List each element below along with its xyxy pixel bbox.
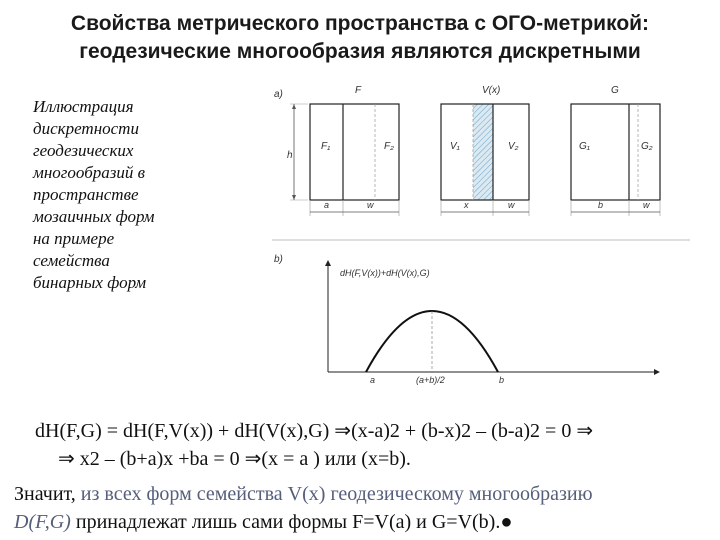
shape-F-right: F₂ (384, 141, 394, 152)
shape-G-right: G₂ (641, 141, 653, 152)
x-tick-b: b (499, 375, 505, 385)
x-tick-a: a (370, 375, 376, 385)
caption-line: геодезических (33, 141, 134, 160)
title-line-1: Свойства метрического пространства с ОГО-метрикой: (70, 12, 650, 35)
formula-line-2: ⇒ x2 – (b+a)x +ba = 0 ⇒(x = a ) или (x=b). (58, 448, 411, 470)
caption-line: дискретности (33, 119, 139, 138)
caption-line: пространстве (33, 185, 139, 204)
shape-G-name: G (611, 85, 619, 96)
conclusion-manifold: D(F,G) (14, 511, 71, 533)
caption-line: семейства (33, 251, 110, 270)
shape-V-name: V(x) (482, 85, 501, 96)
dim-a-label: a (324, 200, 330, 210)
shape-V-right: V₂ (508, 141, 519, 152)
dim-x-label: x (464, 200, 469, 210)
panel-b-label: b) (274, 254, 283, 265)
dim-w-label: w (367, 200, 374, 210)
shape-V-left: V₁ (450, 141, 460, 152)
shape-F (310, 85, 399, 216)
title-line-2: геодезические многообразия являются дискретными (79, 40, 641, 63)
shape-G-left: G₁ (579, 141, 590, 152)
conclusion-paragraph (14, 480, 714, 536)
shape-G (571, 85, 660, 216)
x-tick-mid: (a+b)/2 (416, 375, 445, 385)
conclusion-family: из всех форм семейства V(x) геодезическому многообразию (80, 483, 593, 505)
shape-F-left: F₁ (321, 141, 331, 152)
caption-line: мозаичных форм (33, 207, 155, 226)
side-caption (33, 96, 183, 294)
slide-title (0, 10, 720, 66)
formula-line-1: dH(F,G) = dH(F,V(x)) + dH(V(x),G) ⇒(x-a)2 + (b-x)2 – (b-a)2 = 0 ⇒ (35, 420, 594, 442)
shape-V (441, 85, 529, 216)
illustration-figure (258, 80, 698, 395)
dim-h-label: h (287, 150, 293, 161)
dim-w-label: w (508, 200, 515, 210)
caption-line: на примере (33, 229, 115, 248)
curve-plot (325, 260, 660, 385)
conclusion-result: принадлежат лишь сами формы F=V(a) и G=V(b).● (70, 511, 513, 533)
y-axis-label: dH(F,V(x))+dH(V(x),G) (340, 268, 430, 278)
caption-line: бинарных форм (33, 273, 147, 292)
conclusion-lead: Значит, (14, 483, 81, 505)
dim-b-label: b (598, 200, 604, 210)
shape-F-name: F (355, 85, 362, 96)
height-dimension (287, 104, 308, 200)
panel-a-label: a) (274, 89, 283, 100)
caption-line: многообразий в (33, 163, 146, 182)
caption-line: Иллюстрация (33, 97, 134, 116)
dim-w-label: w (643, 200, 650, 210)
